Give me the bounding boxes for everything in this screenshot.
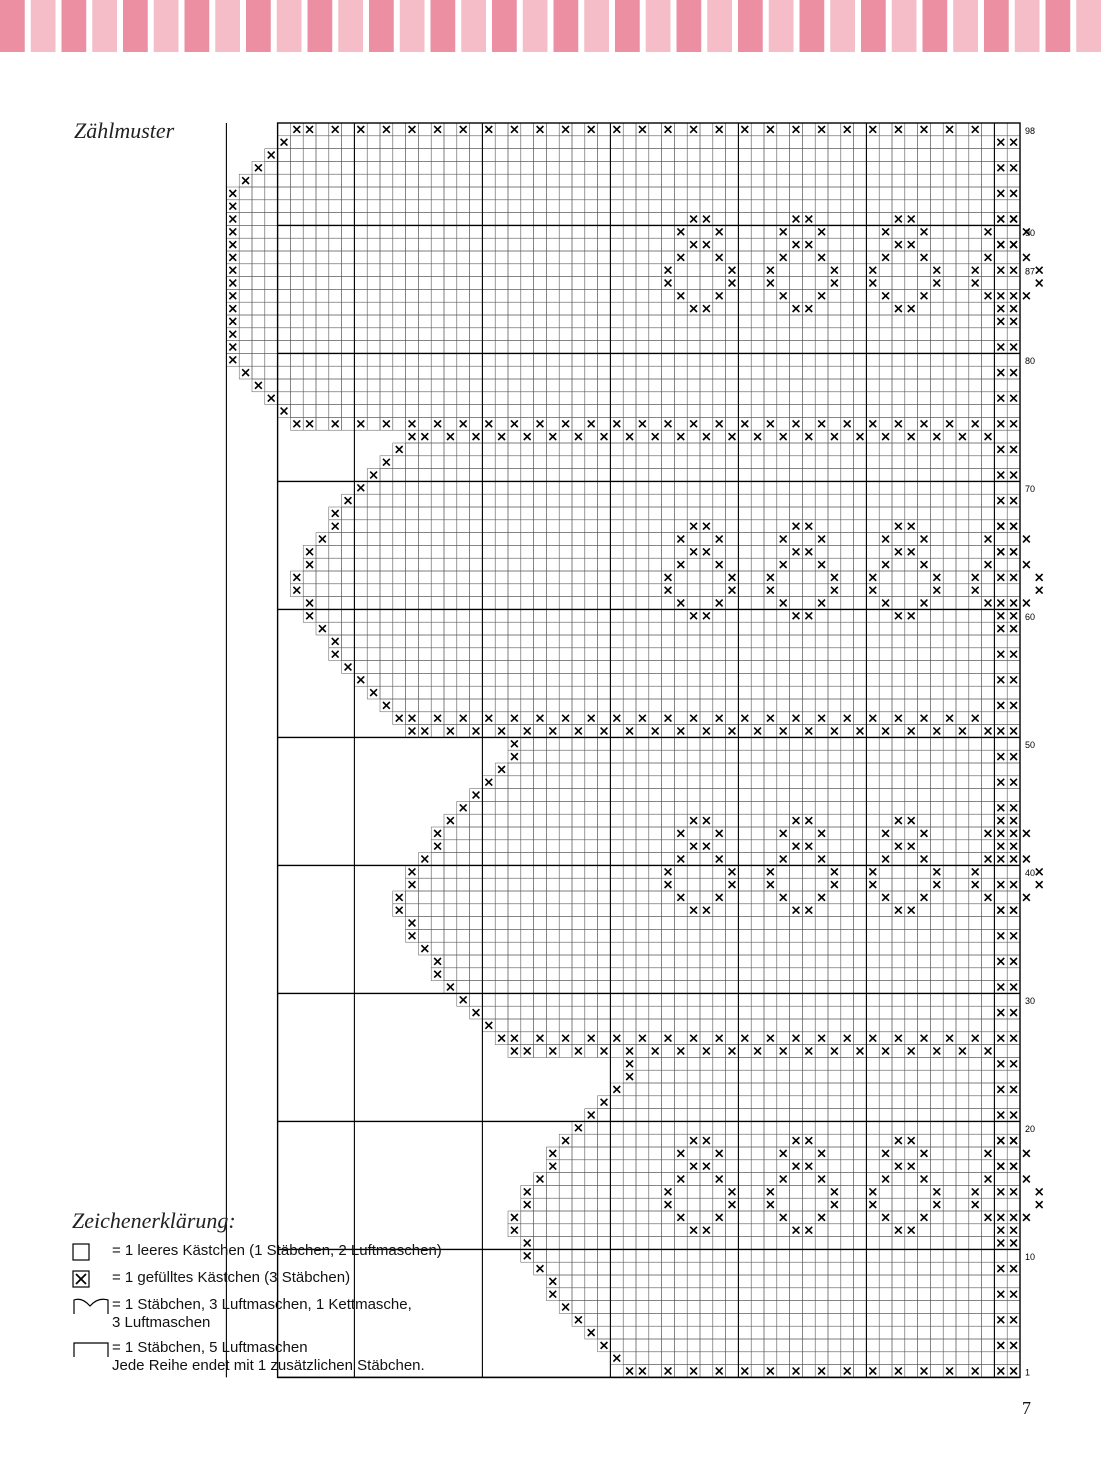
row-label: 50 [1025, 740, 1036, 751]
legend-item-picot [72, 1296, 492, 1332]
legend-item-bridge [72, 1339, 492, 1375]
page-number: 7 [1022, 1398, 1031, 1418]
picot-arc-icon [72, 1296, 112, 1316]
legend-text-bridge: = 1 Stäbchen, 5 Luftmaschen Jede Reihe endet mit 1 zusätzlichen Stäbchen. [112, 1339, 425, 1374]
legend-item-filled [72, 1269, 492, 1289]
row-label: 60 [1025, 612, 1036, 623]
legend [72, 1208, 492, 1382]
row-label: 98 [1025, 125, 1036, 136]
row-label: 20 [1025, 1124, 1036, 1135]
filled-box-icon [72, 1269, 112, 1289]
row-label: 87 [1025, 266, 1036, 277]
legend-text-empty: = 1 leeres Kästchen (1 Stäbchen, 2 Luftmaschen) [112, 1242, 442, 1259]
legend-title: Zeichenerklärung: [72, 1208, 236, 1233]
empty-box-icon [72, 1242, 112, 1262]
row-label: 40 [1025, 868, 1036, 879]
row-label: 30 [1025, 996, 1036, 1007]
row-label: 1 [1025, 1367, 1031, 1378]
row-label: 80 [1025, 356, 1036, 367]
row-label: 70 [1025, 484, 1036, 495]
row-label: 90 [1025, 228, 1036, 239]
legend-text-picot: = 1 Stäbchen, 3 Luftmaschen, 1 Kettmasche, 3 Luftmaschen [112, 1296, 412, 1331]
legend-text-filled: = 1 gefülltes Kästchen (3 Stäbchen) [112, 1269, 351, 1286]
bridge-icon [72, 1339, 112, 1359]
legend-item-empty [72, 1242, 492, 1262]
row-label: 10 [1025, 1252, 1036, 1263]
chart-title: Zählmuster [74, 118, 175, 143]
